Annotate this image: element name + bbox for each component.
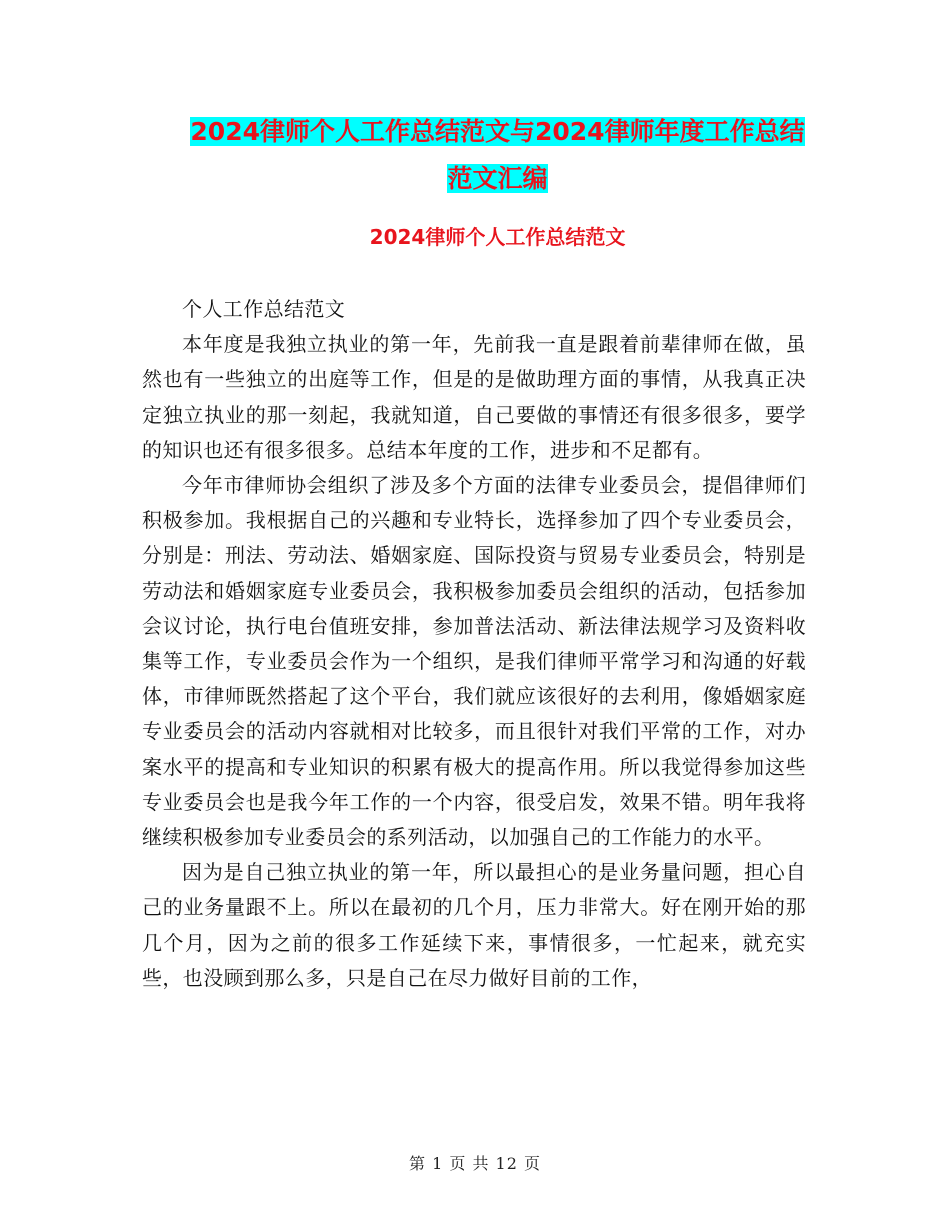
paragraph: 本年度是我独立执业的第一年，先前我一直是跟着前辈律师在做，虽然也有一些独立的出庭等工作，但是的是做助理方面的事情，从我真正决定独立执业的那一刻起，我就知道，自己要做的事情还有很多很多，要学的知识也还有很多很多。总结本年度的工作，进步和不足都有。 — [142, 332, 806, 462]
paragraph: 今年市律师协会组织了涉及多个方面的法律专业委员会，提倡律师们积极参加。我根据自己的兴趣和专业特长，选择参加了四个专业委员会，分别是：刑法、劳动法、婚姻家庭、国际投资与贸易专业委员会，特别是劳动法和婚姻家庭专业委员会，我积极参加委员会组织的活动，包括参加会议讨论，执行电台值班安排，参加普法活动、新法律法规学习及资料收集等工作，专业委员会作为一个组织，是我们律师平常学习和沟通的好载体，市律师既然搭起了这个平台，我们就应该很好的去利用，像婚姻家庭专业委员会的活动内容就相对比较多，而且很针对我们平常的工作，对办案水平的提高和专业知识的积累有极大的提高作用。所以我觉得参加这些专业委员会也是我今年工作的一个内容，很受启发，效果不错。明年我将继续积极参加专业委员会的系列活动，以加强自己的工作能力的水平。 — [142, 473, 806, 850]
section-title: 2024律师个人工作总结范文 — [369, 225, 626, 249]
document-title — [140, 108, 855, 202]
page-number-footer: 第 1 页 共 12 页 — [409, 1154, 541, 1173]
document-title-line2: 范文汇编 — [447, 164, 548, 193]
document-body — [142, 292, 806, 996]
paragraph: 因为是自己独立执业的第一年，所以最担心的是业务量问题，担心自己的业务量跟不上。所以在最初的几个月，压力非常大。好在刚开始的那几个月，因为之前的很多工作延续下来，事情很多，一忙起来，就充实些，也没顾到那么多，只是自己在尽力做好目前的工作， — [142, 860, 806, 990]
paragraph-heading: 个人工作总结范文 — [182, 297, 346, 321]
document-title-line1: 2024律师个人工作总结范文与2024律师年度工作总结 — [190, 117, 805, 146]
